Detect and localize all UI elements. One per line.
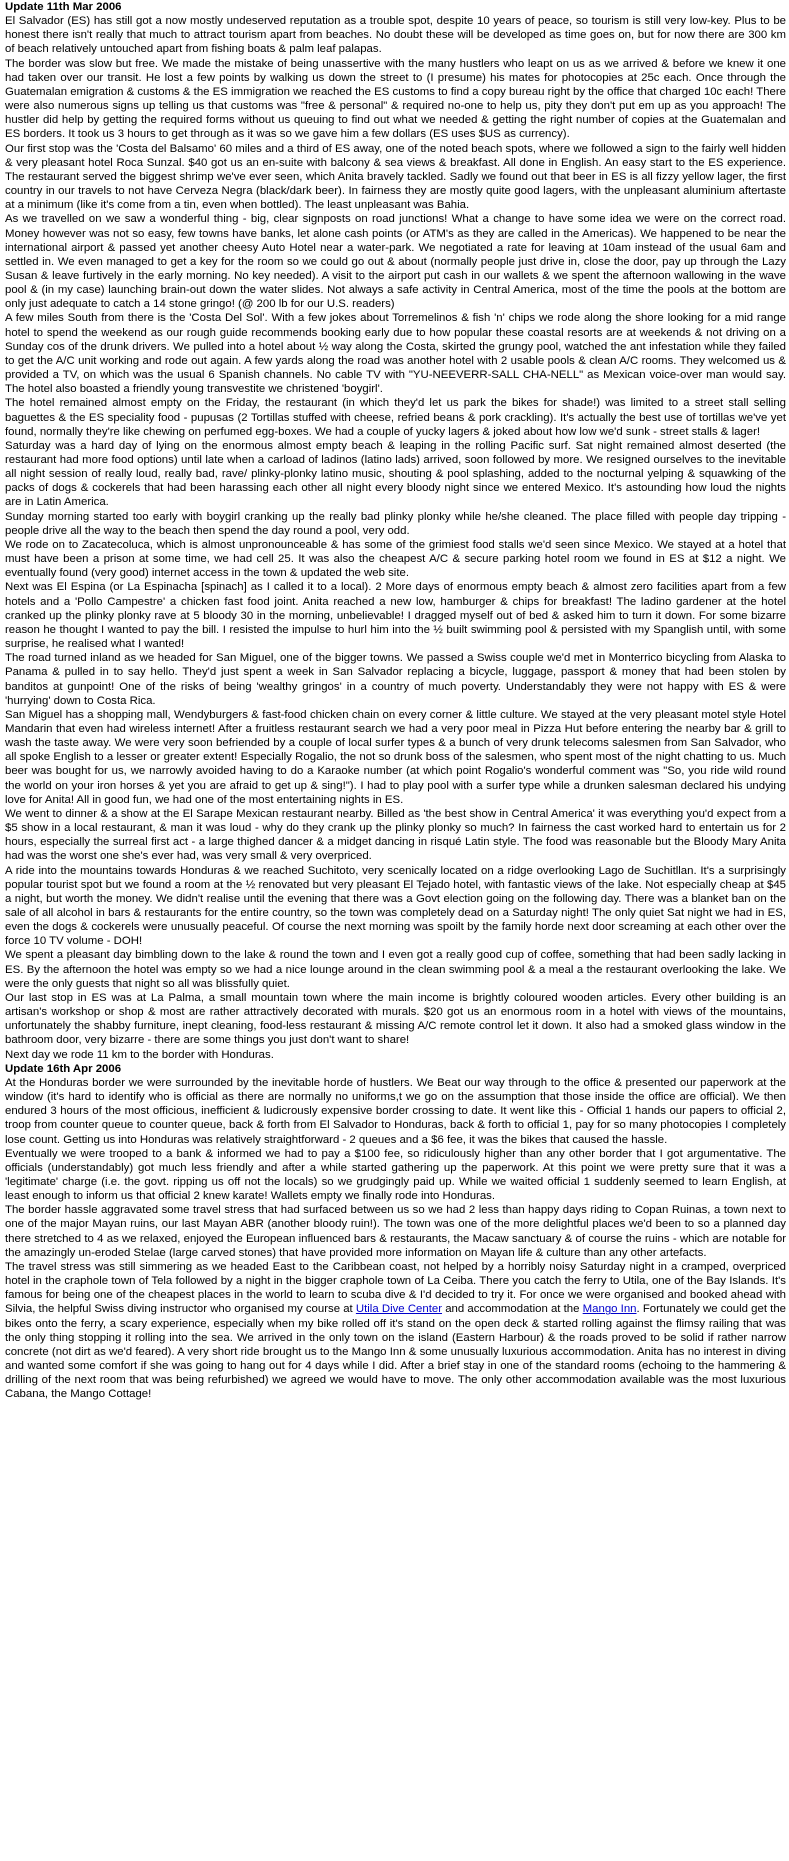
paragraph: At the Honduras border we were surrounded by the inevitable horde of hustlers. We Beat our way through to the office & presented our paperwork at the window (it's hard to identify who is official as there are normally no uniforms,t we go on the assumption that those inside the office are official). We then endured 3 hours of the most officious, inefficient & ludicrously expensive border crossing to date. It went like this - Official 1 hands our papers to official 2, troop from counter queue to counter queue, back & forth from El Salvador to Honduras, back & forth to official 1, pay for so many photocopies I completely lose count. Getting us into Honduras was relatively straightforward - 2 queues and a $6 fee, it was the bikes that caused the hassle. <box>5 1076 786 1146</box>
paragraph: Next day we rode 11 km to the border with Honduras. <box>5 1048 274 1061</box>
paragraph: San Miguel has a shopping mall, Wendyburgers & fast-food chicken chain on every corner & little culture. We stayed at the very pleasant motel style Hotel Mandarin that even had wireless internet! After a fruitless restaurant search we had a very poor meal in Pizza Hut before entering the nearby bar & grill to wash the taste away. We were very soon befriended by a couple of local surfer types & a bunch of very drunk telecoms salesmen from San Salvador, who all spoke English to a lesser or greater extent! Especially Rogalio, the not so drunk boss of the salesmen, who spent most of the night chatting to us. Much beer was bought for us, we narrowly avoided having to do a Karaoke number (at which point Rogalio's wonderful comment was "So, you ride wild round the world on your iron horses & yet you are afraid to get up & sing!"). I had to play pool with a surfer type while a drunken salesman declared his undying love for Anita! All in good fun, we had one of the most entertaining nights in ES. <box>5 708 786 806</box>
paragraph: As we travelled on we saw a wonderful thing - big, clear signposts on road junctions! What a change to have some idea we were on the correct road. Money however was not so easy, few towns have banks, let alone cash points (or ATM's as they are called in the Americas). We happened to be near the international airport & passed yet another cheesy Auto Hotel near a water-park. We negotiated a rate for leaving at 10am instead of the usual 6am and settled in. We even managed to get a key for the room so we could go out & about (normally people just drive in, close the door, pay up through the Lazy Susan & leave furtively in the early morning. No key needed). A visit to the airport put cash in our wallets & we spent the afternoon wallowing in the wave pool & (in my case) launching brain-out down the water slides. Not always a safe activity in Central America, most of the time the pools at the bottom are only just adequate to catch a 14 stone gringo! (@ 200 lb for our U.S. readers) <box>5 213 786 311</box>
paragraph: We spent a pleasant day bimbling down to the lake & round the town and I even got a really good cup of coffee, something that had been sadly lacking in ES. By the afternoon the hotel was empty so we had a nice lounge around in the clean swimming pool & a meal a the restaurant overlooking the lake. We were the only guests that night so all was blissfully quiet. <box>5 949 786 990</box>
paragraph-text: . Fortunately we could get the bikes onto the ferry, a scary experience, especially when my bike rolled off it's stand on the open deck & started rolling against the flimsy railing that was the only thing stopping it rolling into the sea. We arrived in the only town on the island (Eastern Harbour) & the roads proved to be solid if rather narrow concrete (not dirt as we'd feared). A very short ride brought us to the Mango Inn & some unusually luxurious accommodation. Anita has no interest in diving and wanted some comfort if she was going to hang out for 4 days while I did. After a brief stay in one of the standard rooms (echoing to the hammering & drilling of the next room that was being refurbished) we agreed we would have to move. The only other accommodation available was the most luxurious Cabana, the Mango Cottage! <box>5 1303 786 1401</box>
paragraph-with-links <box>5 1260 786 1402</box>
paragraph: We went to dinner & a show at the El Sarape Mexican restaurant nearby. Billed as 'the best show in Central America' it was everything you'd expect from a $5 show in a local restaurant, & man it was loud - why do they crank up the plinky plonky so much? In fairness the cast worked hard to entertain us for 2 hours, especially the surreal first act - a large thighed dancer & a midget dancing in risqué Latin style. The food was reasonable but the Bloody Mary Anita had was the worst one she's ever had, was very small & very overpriced. <box>5 807 786 863</box>
paragraph: A ride into the mountains towards Honduras & we reached Suchitoto, very scenically located on a ridge overlooking Lago de Suchitllan. It's a surprisingly popular tourist spot but we found a room at the ½ renovated but very pleasant El Tejado hotel, with fantastic views of the lake. Not especially cheap at $45 a night, but worth the money. We didn't realise until the evening that there was a Govt election going on the following day. There was a blanket ban on the sale of all alcohol in bars & restaurants for the entire country, so the town was completely dead on a Saturday night! The only quiet Sat night we had in ES, even the dogs & cockerels were unusually peaceful. Of course the next morning was spoilt by the family horde next door screaming at each other over the force 10 TV volume - DOH! <box>5 864 786 948</box>
paragraph: Our last stop in ES was at La Palma, a small mountain town where the main income is brightly coloured wooden articles. Every other building is an artisan's workshop or shop & most are rather attractively decorated with murals. $20 got us an enormous room in a hotel with views of the mountains, unfortunately the shabby furniture, inept cleaning, food-less restaurant & missing A/C remote control let it down. It also had a smoked glass window in the bathroom door, very bizarre - there are some things you just don't want to share! <box>5 991 786 1047</box>
paragraph-text: The travel stress was still simmering as we headed East to the Caribbean coast, not helped by a horribly noisy Saturday night in a cramped, overpriced hotel in the craphole town of Tela followed by a night in the bigger craphole town of La Ceiba. There you catch the ferry to Utila, one of the Bay Islands. It's famous for being one of the cheapest places in the world to learn to scuba dive & I'd decided to try it. For once we were organised and booked ahead with Silvia, the helpful Swiss diving instructor who organised my course at <box>5 1260 786 1316</box>
update-heading: Update 16th Apr 2006 <box>5 1062 122 1075</box>
paragraph: A few miles South from there is the 'Costa Del Sol'. With a few jokes about Torremelinos & fish 'n' chips we rode along the shore looking for a mid range hotel to spend the weekend as our rough guide recommends booking early due to how popular these coastal resorts are at weekends & not driving on a Sunday cos of the drunk drivers. We pulled into a hotel about ½ way along the Costa, skirted the grungy pool, watched the ant infestation while they failed to get the A/C unit working and rode out again. A few yards along the road was another hotel with 2 usable pools & clean A/C rooms. They welcomed us & provided a TV, on which was the usual 6 Spanish channels. No cable TV with "YU-NEEVERR-SALL CHA-NELL" as Mexican voice-over man would say. The hotel also boasted a friendly young transvestite we christened 'boygirl'. <box>5 312 786 396</box>
paragraph: El Salvador (ES) has still got a now mostly undeserved reputation as a trouble spot, despite 10 years of peace, so tourism is still very low-key. Plus to be honest there isn't really that much to attract tourism apart from beaches. No doubt these will be developed as time goes on, but for now there are 300 km of beach relatively untouched apart from fishing boats & palm leaf palapas. <box>5 15 786 56</box>
paragraph: Our first stop was the 'Costa del Balsamo' 60 miles and a third of ES away, one of the noted beach spots, where we followed a sign to the fairly well hidden & very pleasant hotel Roca Sunzal. $40 got us an en-suite with balcony & sea views & breakfast. All done in English. An easy start to the ES experience. The restaurant served the biggest shrimp we've ever seen, which Anita bravely tackled. Sadly we found out that beer in ES is all fizzy yellow lager, the first country in our travels to not have Cerveza Negra (black/dark beer). In fairness they are mostly quite good lagers, with the unpleasant aluminium aftertaste at a minimum (like it's come from a tin, even when bottled). The least unpleasant was Bahia. <box>5 142 786 212</box>
paragraph: Next was El Espina (or La Espinacha [spinach] as I called it to a local). 2 More days of enormous empty beach & almost zero facilities apart from a few hotels and a 'Pollo Campestre' a chicken fast food joint. Anita reached a new low, hamburger & chips for breakfast! The ladino gardener at the hotel cranked up the plinky plonky rave at 5 bloody 30 in the morning, unbelievable! I dragged myself out of bed & asked him to turn it down. For some bizarre reason he thought I wanted to pay the bill. I resisted the impulse to hurl him into the ½ built swimming pool & persisted with my Spanglish until, with some surprise, he realised what I wanted! <box>5 581 786 651</box>
paragraph-text: and accommodation at the <box>442 1303 583 1316</box>
paragraph: Saturday was a hard day of lying on the enormous almost empty beach & leaping in the rolling Pacific surf. Sat night remained almost deserted (the restaurant had more food options) until late when a carload of ladinos (latino lads) arrived, soon followed by more. We resigned ourselves to the inevitable all night session of really loud, really bad, rave/ plinky-plonky latino music, shouting & pool splashing, added to the nocturnal yelping & squawking of the packs of dogs & cockerels that had been harassing each other all night every bloody night since we entered Mexico. It's astounding how loud the nights are in Latin America. <box>5 439 786 509</box>
paragraph: The border hassle aggravated some travel stress that had surfaced between us so we had 2 less than happy days riding to Copan Ruinas, a town next to one of the major Mayan ruins, our last Mayan ABR (another bloody ruin!). The town was one of the more delightful places we'd been to so a planned day there stretched to 4 as we relaxed, enjoyed the European influenced bars & restaurants, the Macaw sanctuary & of course the ruins - which are notable for the amazingly un-eroded Stelae (large carved stones) that have provided more information on Mayan life & culture than any other artefacts. <box>5 1204 786 1259</box>
paragraph: The border was slow but free. We made the mistake of being unassertive with the many hustlers who leapt on us as we arrived & before we knew it one had taken over our transit. He lost a few points by walking us down the street to (I presume) his mates for photocopies at 25c each. Once through the Guatemalan emigration & customs & the ES immigration we reached the ES customs to find a copy bureau right by the office that charged 10c each! There were also numerous signs up telling us that customs was "free & personal" & required no-one to help us, pity they don't put em up as you approach! The hustler did help by getting the required forms without us queuing to find out what we needed & getting the right number of copies at the Guatemalan and ES borders. It took us 3 hours to get through as it was so we gave him a few dollars (ES uses $US as currency). <box>5 57 786 141</box>
utila-dive-center-link[interactable]: Utila Dive Center <box>355 1303 443 1316</box>
paragraph: Eventually we were trooped to a bank & informed we had to pay a $100 fee, so ridiculously higher than any other border that I got argumentative. The officials (understandably) got much less friendly and after a while started gathering up the paperwork. At this point we were pretty sure that it was a 'legitimate' charge (i.e. the govt. ripping us off not the locals) so we grudgingly paid up. While we waited official 1 suddenly seemed to learn English, at least enough to inform us that official 2 knew karate! Wallets empty we finally rode into Honduras. <box>5 1147 786 1203</box>
paragraph: The hotel remained almost empty on the Friday, the restaurant (in which they'd let us park the bikes for shade!) was limited to a street stall selling baguettes & the ES speciality food - pupusas (2 Tortillas stuffed with cheese, refried beans & pork crackling). It's actually the best use of tortillas we've yet found, normally they're like chewing on perfumed egg-boxes. We had a couple of yucky lagers & joked about how low we'd sunk - street stalls & lager! <box>5 397 786 438</box>
update-heading: Update 11th Mar 2006 <box>5 1 122 13</box>
paragraph: We rode on to Zacatecoluca, which is almost unpronounceable & has some of the grimiest food stalls we'd seen since Mexico. We stayed at a hotel that must have been a prison at some time, we had cell 25. It was also the cheapest A/C & secure parking hotel room we found in ES at $12 a night. We eventually found (very good) internet access in the town & updated the web site. <box>5 538 786 580</box>
paragraph: Sunday morning started too early with boygirl cranking up the really bad plinky plonky while he/she cleaned. The place filled with people day tripping - people drive all the way to the beach then spend the day round a pool, very odd. <box>5 510 786 537</box>
paragraph: The road turned inland as we headed for San Miguel, one of the bigger towns. We passed a Swiss couple we'd met in Monterrico bicycling from Alaska to Panama & pulled in to say hello. They'd just spent a week in San Salvador replacing a bicycle, luggage, passport & money that had been stolen by banditos at gunpoint! One of the risks of being 'wealthy gringos' in a country of much poverty. Understandably they were not happy with ES & were 'hurrying' down to Costa Rica. <box>5 652 786 707</box>
mango-inn-link[interactable]: Mango Inn <box>582 1303 637 1316</box>
travel-log <box>5 0 786 1401</box>
